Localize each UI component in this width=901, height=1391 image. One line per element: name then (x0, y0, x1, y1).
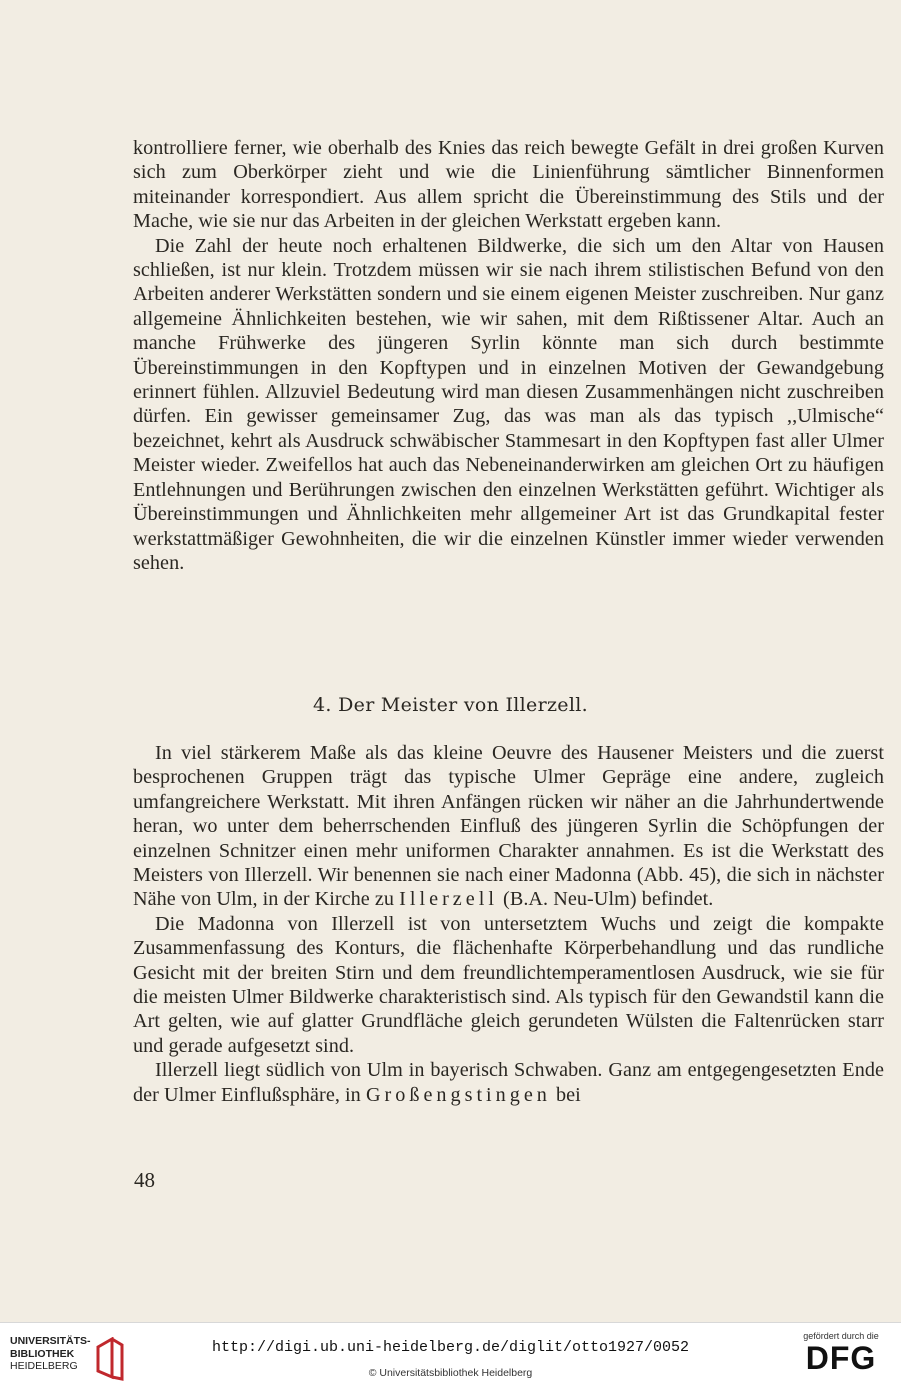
text-run: Illerzell liegt südlich von Ulm in bayerisch Schwaben. Ganz am entgegengesetzten Ende der Ulmer Einflußsphäre, in (133, 1059, 884, 1106)
spaced-place-name: Großengstingen (365, 1083, 551, 1106)
paragraph (133, 1058, 884, 1107)
funding-note: gefördert durch die (803, 1331, 879, 1341)
paragraph (133, 741, 884, 912)
body-text-top (133, 136, 884, 575)
paragraph: kontrolliere ferner, wie oberhalb des Knies das reich bewegte Gefält in drei großen Kurven sich zum Oberkörper zieht und wie die Linienführung sämtlicher Binnenformen miteinander korrespondiert. Aus allem spricht die Übereinstimmung des Stils und der Mache, wie sie nur das Arbeiten in der gleichen Werkstatt ergeben kann. (133, 137, 884, 233)
dfg-logo[interactable] (791, 1331, 891, 1375)
body-text-bottom (133, 741, 884, 1107)
library-name-line: BIBLIOTHEK (10, 1347, 75, 1360)
paragraph: Die Madonna von Illerzell ist von untersetztem Wuchs und zeigt die kompakte Zusammenfassung des Konturs, die flächenhafte Körperbehandlung und das rundliche Gesicht mit der breiten Stirn und dem freundlichtemperamentlosen Ausdruck, wie sie für die meisten Ulmer Bildwerke charakteristisch sind. Als typisch für den Gewandstil kann die Art gelten, wie auf glatter Grundfläche gleich gerundeten Wülsten die Faltenrücken starr und gerade aufgesetzt sind. (133, 912, 884, 1057)
footer-bar (0, 1322, 901, 1391)
library-name-line: HEIDELBERG (10, 1360, 78, 1372)
page-url-link[interactable]: http://digi.ub.uni-heidelberg.de/diglit/otto1927/0052 (211, 1339, 690, 1356)
page-number: 48 (134, 1168, 155, 1192)
dfg-wordmark: DFG (805, 1340, 877, 1376)
text-run: In viel stärkerem Maße als das kleine Oeuvre des Hausener Meisters und die zuerst besprochenen Gruppen trägt das typische Ulmer Gepräge eine andere, zugleich umfangreichere Werkstatt. Mit ihren Anfängen rücken wir näher an die Jahrhundertwende heran, wo unter dem beherrschenden Einfluß des jüngeren Syrlin die Schöpfungen der einzelnen Schnitzer einen mehr uniformen Charakter annahmen. Es ist die Werkstatt des Meisters von Illerzell. Wir benennen sie nach einer Madonna (Abb. 45), die sich in nächster Nähe von Ulm, in der Kirche zu (133, 742, 884, 911)
text-run: bei (556, 1083, 581, 1106)
section-heading: 4. Der Meister von Illerzell. (313, 694, 588, 716)
library-name-line: UNIVERSITÄTS- (10, 1335, 91, 1347)
text-run: (B.A. Neu-Ulm) befindet. (503, 888, 714, 911)
paragraph: Die Zahl der heute noch erhaltenen Bildwerke, die sich um den Altar von Hausen schließen, ist nur klein. Trotzdem müssen wir sie nach ihrem stilistischen Befund von den Arbeiten anderer Werkstätten sondern und sie einem eigenen Meister zuschreiben. Nur ganz allgemeine Ähnlichkeiten bestehen, wie wir sahen, mit dem Rißtissener Altar. Auch an manche Frühwerke des jüngeren Syrlin könnte man sich durch bestimmte Übereinstimmungen in den Kopftypen und in einzelnen Motiven der Gewandgebung erinnert fühlen. Allzuviel Bedeutung wird man diesen Zusammenhängen nicht zuschreiben dürfen. Ein gewisser gemeinsamer Zug, das was man als das typisch ,,Ulmische“ bezeichnet, kehrt als Ausdruck schwäbischer Stammesart in den Kopftypen fast aller Ulmer Meister wieder. Zweifellos hat auch das Nebeneinanderwirken am gleichen Ort zu häufigen Entlehnungen und Berührungen zwischen den einzelnen Werkstätten geführt. Wichtiger als Übereinstimmungen und Ähnlichkeiten mehr allgemeiner Art ist das Grundkapital fester werkstattmäßiger Gewohnheiten, die wir die einzelnen Künstler immer wieder verwenden sehen. (133, 234, 884, 574)
spaced-place-name: Illerzell (399, 888, 498, 911)
copyright-notice: © Universitätsbibliothek Heidelberg (368, 1367, 533, 1379)
